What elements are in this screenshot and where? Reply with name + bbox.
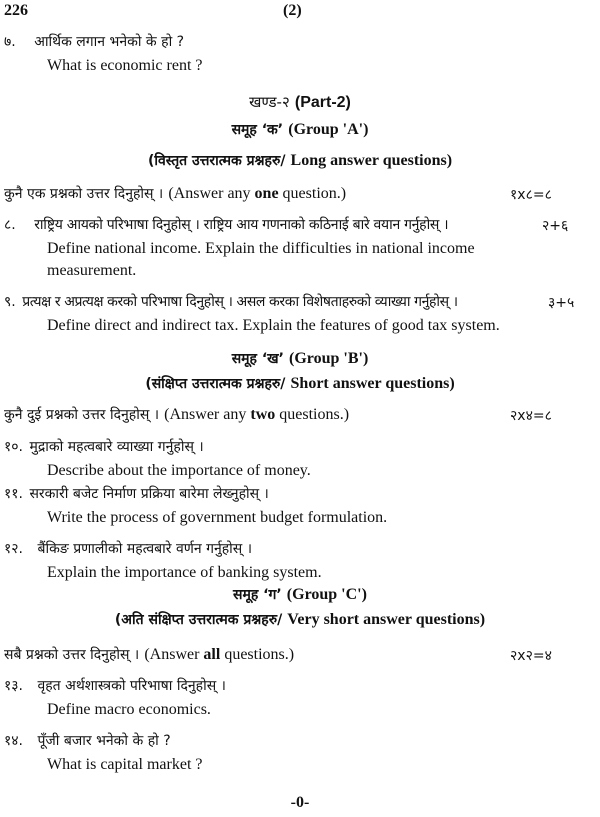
instruction-en-pre: (Answer [144, 646, 204, 663]
instruction-en-post: question.) [278, 185, 347, 202]
question-12-en: Explain the importance of banking system. [47, 564, 322, 581]
question-11-np [4, 484, 269, 503]
question-number: १४. [4, 733, 24, 749]
question-number: ९. [4, 294, 16, 310]
question-number: ८. [4, 217, 16, 233]
question-text-np: पूँजी बजार भनेको के हो ? [37, 733, 171, 749]
group-b-title-en: (Group 'B') [289, 350, 369, 367]
question-number: १३. [4, 678, 24, 694]
question-text-np: आर्थिक लगान भनेको के हो ? [34, 34, 185, 50]
group-b-title-np: समूह ‘ख’ [231, 351, 284, 367]
group-a-title-np: समूह ‘क’ [231, 122, 284, 138]
group-a-title-en: (Group 'A') [288, 121, 369, 138]
group-a-marks: १x८=८ [510, 187, 552, 203]
group-b-subtitle [0, 373, 600, 393]
question-text-np: प्रत्यक्ष र अप्रत्यक्ष करको परिभाषा दिनुहोस् । असल करका विशेषताहरुको व्याख्या गर्नुहोस् । [22, 294, 458, 310]
question-12-np [4, 539, 252, 558]
instruction-np: सबै प्रश्नको उत्तर दिनुहोस् । [4, 647, 140, 663]
footer-mark: -0- [290, 794, 310, 811]
instruction-np: कुनै एक प्रश्नको उत्तर दिनुहोस् । [4, 186, 164, 202]
question-text-np: सरकारी बजेट निर्माण प्रक्रिया बारेमा लेख्नुहोस् । [29, 486, 269, 502]
question-text-np: वृहत अर्थशास्त्रको परिभाषा दिनुहोस् । [37, 678, 226, 694]
question-text-np: राष्ट्रिय आयको परिभाषा दिनुहोस् । राष्ट्रिय आय गणनाको कठिनाई बारे वयान गर्नुहोस् । [34, 217, 449, 233]
group-a-title [0, 119, 600, 139]
question-10-np [4, 437, 204, 456]
question-10-en: Describe about the importance of money. [47, 462, 311, 479]
group-c-subtitle-np: (अति संक्षिप्त उत्तरात्मक प्रश्नहरु/ [114, 612, 283, 628]
group-a-subtitle-np: (विस्तृत उत्तरात्मक प्रश्नहरु/ [147, 153, 286, 169]
group-b-instruction [4, 404, 349, 424]
question-number: १०. [4, 439, 24, 455]
question-8-en-line2: measurement. [47, 262, 137, 279]
page-code: 226 [4, 2, 28, 19]
question-8-en-line1: Define national income. Explain the difficulties in national income [47, 240, 475, 257]
page-number: (2) [283, 2, 302, 19]
part-heading [0, 92, 600, 112]
group-b-marks: २x४=८ [510, 408, 552, 424]
group-c-subtitle-en: Very short answer questions) [287, 611, 486, 628]
group-c-marks: २x२=४ [510, 648, 552, 664]
question-number: ११. [4, 486, 24, 502]
question-9-np [4, 292, 458, 311]
group-c-subtitle [0, 609, 600, 629]
question-7-en: What is economic rent ? [47, 57, 203, 74]
instruction-np: कुनै दुई प्रश्नको उत्तर दिनुहोस् । [4, 407, 160, 423]
question-9-en: Define direct and indirect tax. Explain the features of good tax system. [47, 317, 500, 334]
question-number: १२. [4, 541, 24, 557]
part-heading-en: (Part-2) [294, 94, 351, 111]
group-c-instruction [4, 644, 294, 664]
question-text-np: बैंकिङ प्रणालीको महत्वबारे वर्णन गर्नुहोस् । [37, 541, 253, 557]
group-b-title [0, 348, 600, 368]
group-b-subtitle-np: (संक्षिप्त उत्तरात्मक प्रश्नहरु/ [145, 376, 286, 392]
group-a-instruction [4, 183, 346, 203]
question-8-marks: २+६ [542, 218, 569, 234]
part-heading-np: खण्ड-२ [249, 93, 290, 111]
instruction-en-post: questions.) [220, 646, 295, 663]
question-13-en: Define macro economics. [47, 701, 211, 718]
question-9-marks: ३+५ [548, 295, 575, 311]
question-text-np: मुद्राको महत्वबारे व्याख्या गर्नुहोस् । [29, 439, 204, 455]
group-a-subtitle-en: Long answer questions) [290, 152, 453, 169]
group-c-title [0, 584, 600, 604]
group-c-title-np: समूह ‘ग’ [233, 587, 282, 603]
instruction-en-pre: (Answer any [164, 406, 251, 423]
question-13-np [4, 676, 226, 695]
instruction-en-bold: two [250, 406, 276, 423]
question-14-np [4, 731, 171, 750]
question-7-np [4, 32, 184, 51]
group-b-subtitle-en: Short answer questions) [290, 375, 455, 392]
question-number: ७. [4, 34, 16, 50]
instruction-en-post: questions.) [275, 406, 350, 423]
question-11-en: Write the process of government budget formulation. [47, 509, 388, 526]
instruction-en-bold: all [203, 646, 221, 663]
question-14-en: What is capital market ? [47, 756, 203, 773]
group-c-title-en: (Group 'C') [286, 586, 367, 603]
group-a-subtitle [0, 150, 600, 170]
instruction-en-bold: one [254, 185, 279, 202]
instruction-en-pre: (Answer any [168, 185, 255, 202]
question-8-np [4, 215, 448, 234]
